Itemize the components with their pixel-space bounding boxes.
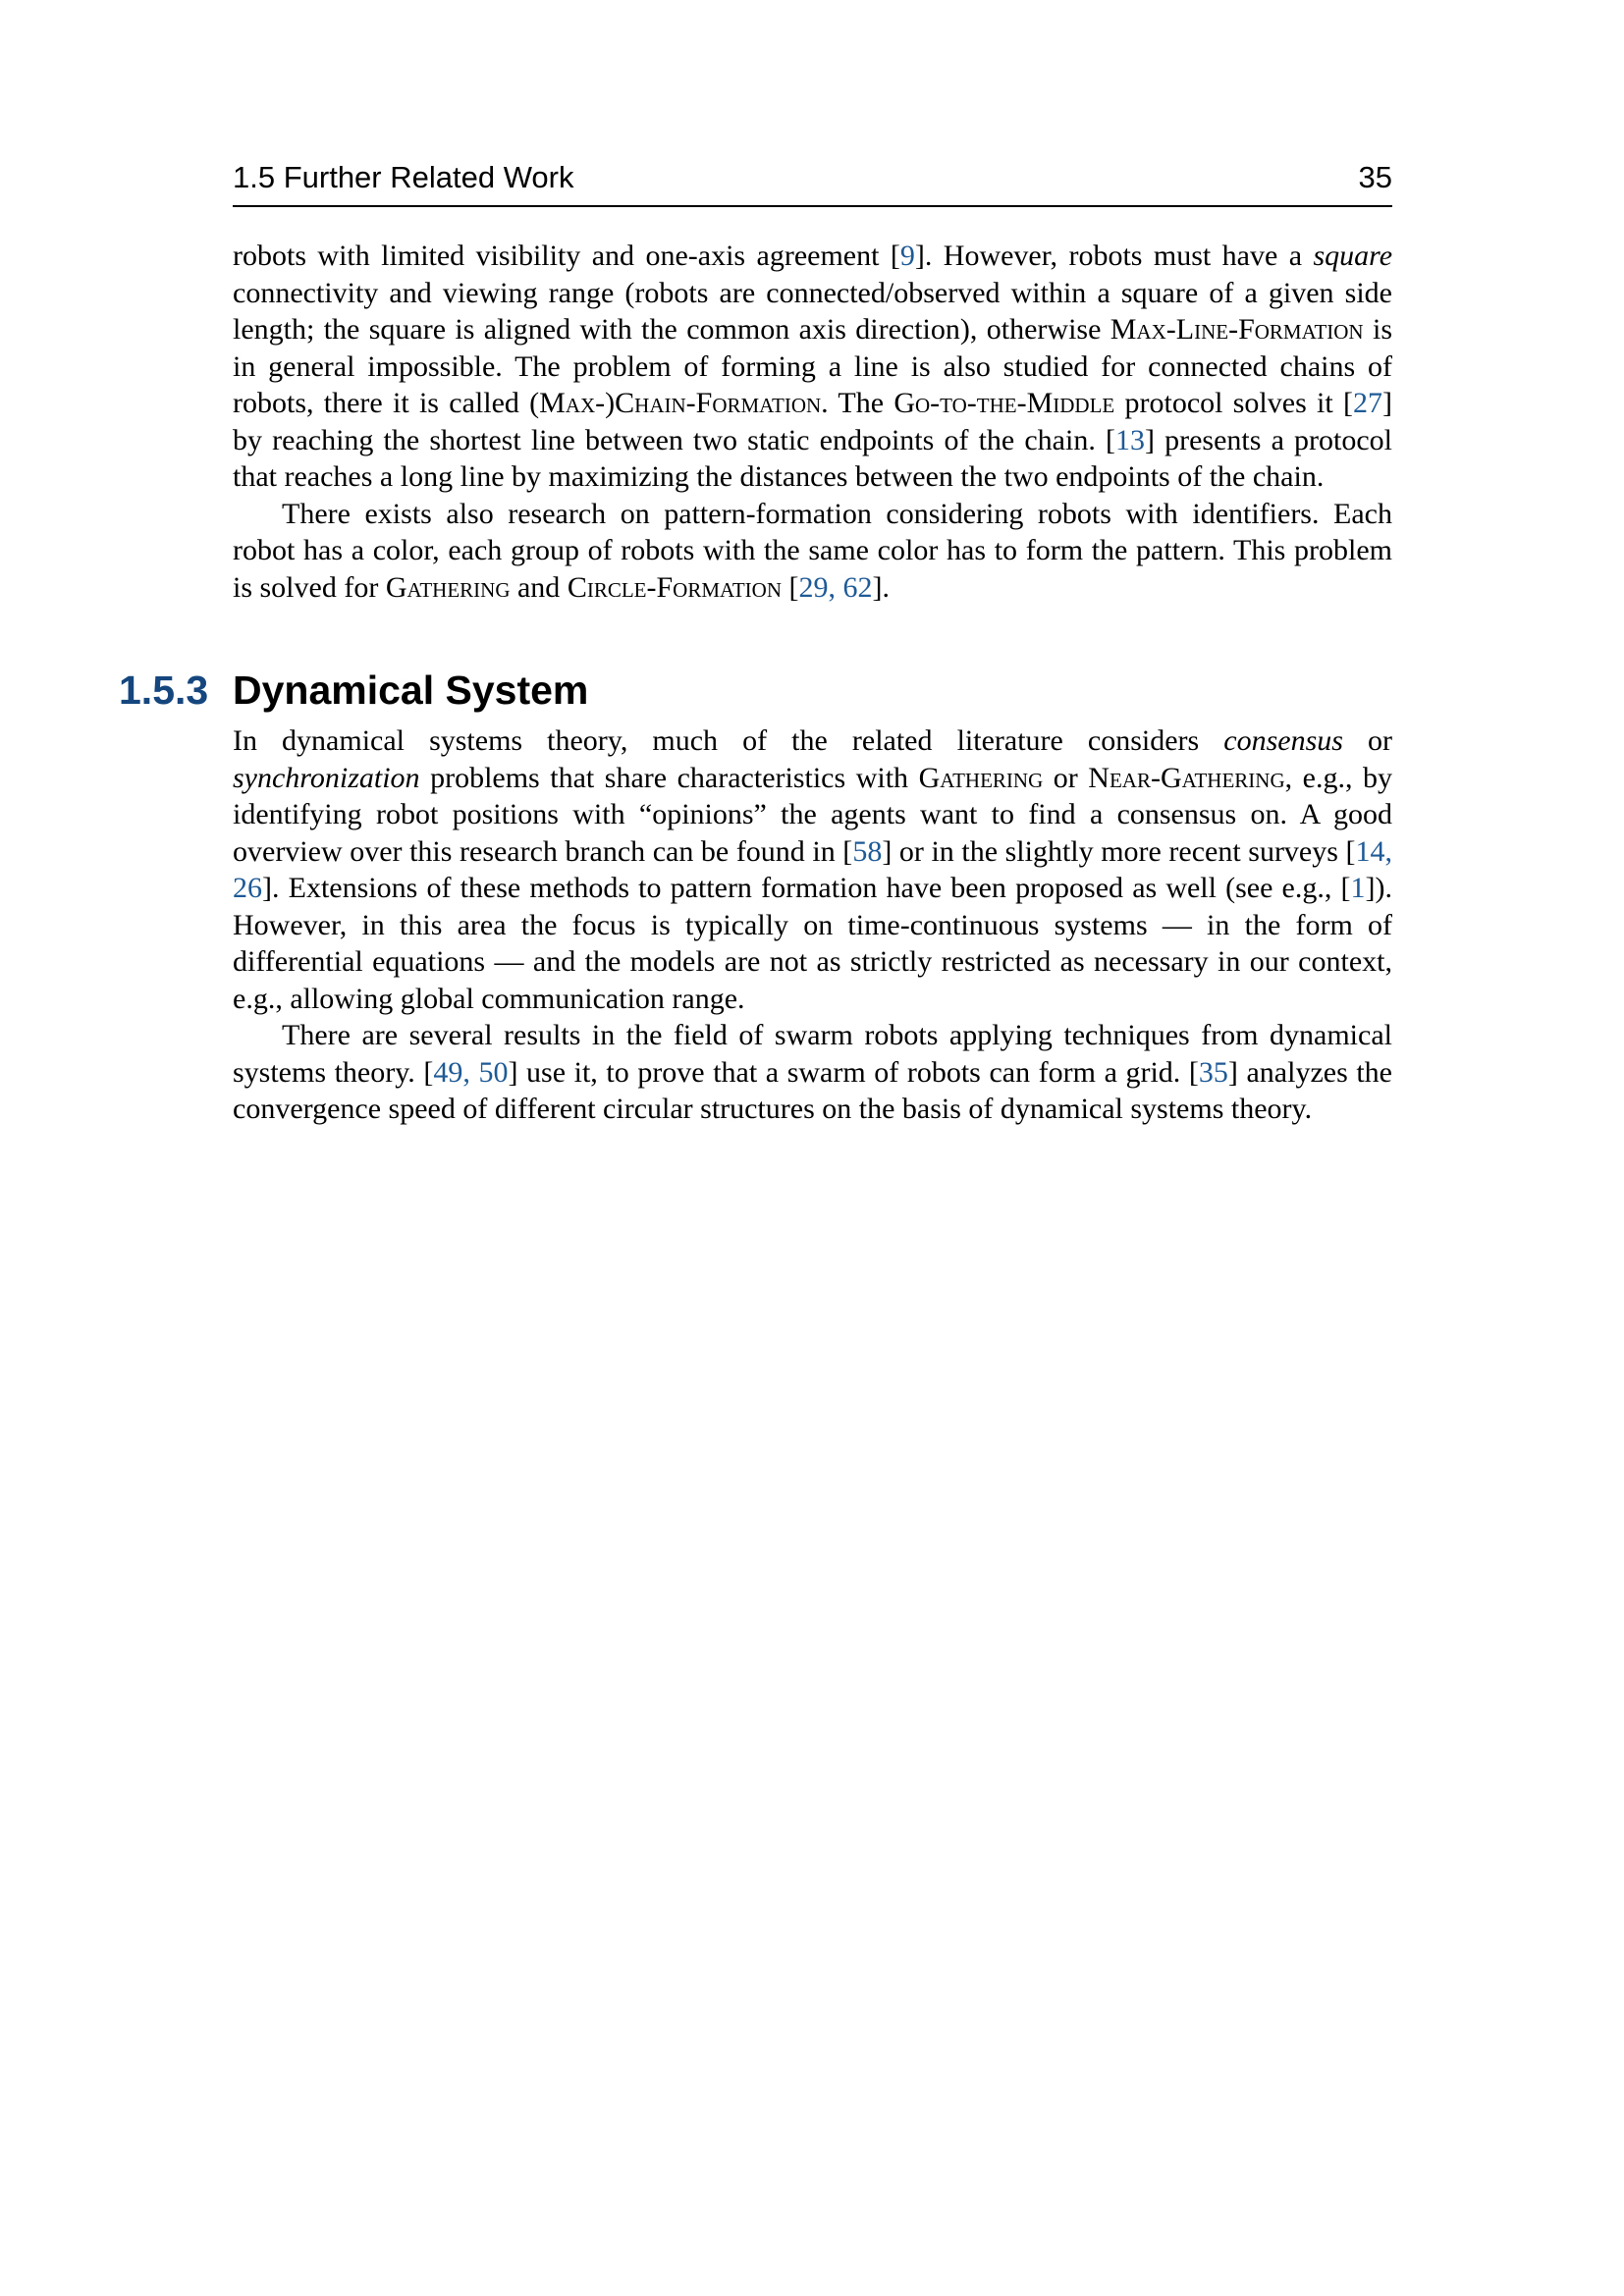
body-text: ]. However, robots must have a	[914, 240, 1314, 272]
body-text: ] use it, to prove that a swarm of robots can form a grid. [	[508, 1055, 1199, 1089]
citation-link[interactable]: 13	[1114, 423, 1145, 456]
body-text: . The	[821, 387, 894, 419]
body-text: robots with limited visibility and one-axis agreement [	[233, 240, 900, 272]
body-text: ] presents a protocol that reaches a long line by maximizing the distances between the two endpoints of the chain.	[233, 423, 1393, 493]
smallcaps-term: Near-Gathering	[1088, 761, 1285, 794]
paragraph	[233, 496, 1392, 607]
body-text: or	[1043, 761, 1089, 794]
smallcaps-term: Go-to-the-Middle	[893, 387, 1115, 419]
body-text: ] analyzes the convergence speed of different circular structures on the basis of dynamical systems theory.	[233, 1055, 1392, 1125]
body-text: [	[782, 570, 799, 604]
citation-link[interactable]: 9	[899, 240, 915, 272]
body-text: ] or in the slightly more recent surveys [	[882, 834, 1356, 868]
body-text: protocol solves it [	[1114, 387, 1353, 419]
body-text: There exists also research on pattern-formation considering robots with identifiers. Each robot has a color, each group of robots with the same color has to form the pattern. This problem is solved for	[233, 497, 1392, 604]
emphasized-text: synchronization	[233, 761, 420, 794]
smallcaps-term: Max-Line-Formation	[1110, 313, 1364, 346]
body-text: , e.g., by identifying robot positions with “opinions” the agents want to find a consensus on. A good overview over this research branch can be found in [	[233, 761, 1392, 868]
page-number: 35	[1358, 160, 1392, 194]
smallcaps-term: Circle-Formation	[567, 570, 782, 604]
body-text: There are several results in the field of swarm robots applying techniques from dynamical systems theory. [	[233, 1019, 1392, 1089]
smallcaps-term: Max-)Chain-Formation	[539, 387, 822, 419]
citation-link[interactable]: 29, 62	[798, 570, 873, 604]
body-text: ]. Extensions of these methods to pattern formation have been proposed as well (see e.g., [	[262, 872, 1351, 904]
section-title: Dynamical System	[233, 667, 589, 713]
emphasized-text: square	[1313, 240, 1393, 272]
citation-link[interactable]: 1	[1350, 872, 1366, 904]
running-header	[233, 162, 1392, 207]
paragraph	[233, 722, 1392, 1017]
citation-link[interactable]: 35	[1198, 1055, 1228, 1089]
body-text: problems that share characteristics with	[419, 761, 919, 794]
citation-link[interactable]: 27	[1353, 387, 1382, 419]
text-column	[119, 160, 1393, 1128]
citation-link[interactable]: 14, 26	[233, 834, 1392, 904]
paragraph	[233, 238, 1392, 496]
section-number: 1.5.3	[119, 667, 209, 713]
body-text: and	[510, 570, 568, 604]
body-text: In dynamical systems theory, much of the related literature considers	[233, 724, 1224, 757]
citation-link[interactable]: 58	[852, 834, 883, 868]
section-heading	[119, 667, 1392, 713]
body-text: ].	[872, 570, 890, 604]
smallcaps-term: Gathering	[385, 570, 511, 604]
body-text: ]). However, in this area the focus is typically on time-continuous systems — in the form of differential equations — and the models are not as strictly restricted as necessary in our context, e.g., allowing global communication range.	[233, 872, 1392, 1015]
body-text: is in general impossible. The problem of forming a line is also studied for connected chains of robots, there it is called (	[233, 313, 1392, 419]
body-text: or	[1342, 724, 1392, 757]
citation-link[interactable]: 49, 50	[433, 1055, 509, 1089]
emphasized-text: consensus	[1223, 724, 1343, 757]
running-header-title: 1.5 Further Related Work	[233, 160, 574, 194]
body-text: ] by reaching the shortest line between two static endpoints of the chain. [	[233, 387, 1392, 456]
paragraph	[233, 1017, 1392, 1128]
body-text: connectivity and viewing range (robots are connected/observed within a square of a given side length; the square is aligned with the common axis direction), otherwise	[233, 276, 1392, 346]
smallcaps-term: Gathering	[918, 761, 1044, 794]
